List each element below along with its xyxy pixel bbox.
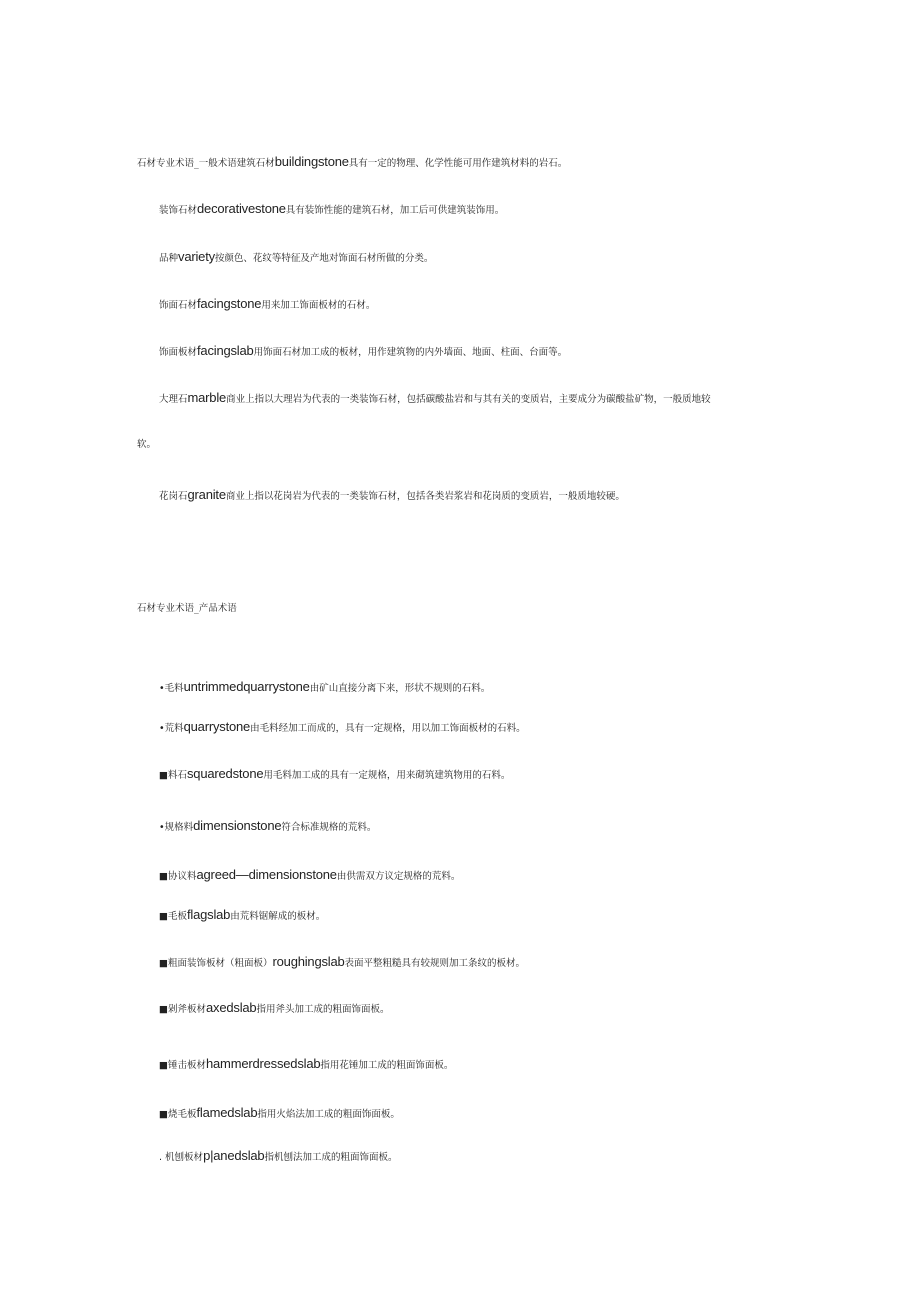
bullet-marker: ■ <box>159 1004 168 1015</box>
term-zh: 剁斧板材 <box>167 1004 206 1015</box>
bullet-marker: ■ <box>159 871 168 882</box>
term-zh: 饰面板材 <box>159 347 198 358</box>
term-en: facingslab <box>197 343 254 358</box>
term-zh: 荒料 <box>164 723 184 734</box>
term-zh: 花岗石 <box>159 491 188 502</box>
term-def: 符合标准规格的荒料。 <box>281 822 377 833</box>
term-en: quarrystone <box>183 719 251 734</box>
term-def: 由供需双方议定规格的荒料。 <box>336 871 461 882</box>
term-en: agreed—dimensionstone <box>196 867 337 882</box>
term-line <box>159 202 504 218</box>
term-zh: 机刨板材 <box>162 1152 204 1163</box>
term-en: marble <box>187 390 227 405</box>
term-zh: 料石 <box>167 770 187 781</box>
term-def: 商业上指以花岗岩为代表的一类装饰石材，包括各类岩浆岩和花岗质的变质岩，一般质地较硬。 <box>225 491 625 502</box>
term-en: squaredstone <box>187 766 264 781</box>
bullet-marker: . <box>159 1152 163 1163</box>
section-heading-text: 石材专业术语_产品术语 <box>137 603 237 614</box>
bullet-marker: • <box>159 723 165 734</box>
term-en: flamedslab <box>196 1105 258 1120</box>
term-def: 用饰面石材加工成的板材，用作建筑物的内外墙面、地面、柱面、台面等。 <box>253 347 568 358</box>
term-def: 用来加工饰面板材的石材。 <box>261 300 376 311</box>
term-en: buildingstone <box>274 154 349 169</box>
term-def: 由荒料锯解成的板材。 <box>230 911 326 922</box>
list-item <box>159 720 526 736</box>
term-def: 用毛料加工成的具有一定规格，用来砌筑建筑物用的石料。 <box>263 770 511 781</box>
bullet-marker: • <box>159 683 165 694</box>
bullet-marker: ■ <box>159 1109 168 1120</box>
intro-line <box>137 155 567 171</box>
section-heading <box>137 602 237 616</box>
term-line <box>159 250 433 266</box>
term-zh: 石材专业术语_一般术语建筑石材 <box>137 158 275 169</box>
list-item <box>159 680 490 696</box>
list-item <box>159 908 325 924</box>
term-en: p|anedslab <box>203 1148 265 1163</box>
bullet-marker: ■ <box>159 911 168 922</box>
term-def: 由毛料经加工而成的，具有一定规格，用以加工饰面板材的石料。 <box>250 723 526 734</box>
term-zh: 饰面石材 <box>159 300 198 311</box>
term-line <box>159 297 375 313</box>
term-def: 指用花锤加工成的粗面饰面板。 <box>320 1060 454 1071</box>
bullet-marker: ■ <box>159 770 168 781</box>
term-en: granite <box>187 487 226 502</box>
term-def: 指机刨法加工成的粗面饰面板。 <box>264 1152 398 1163</box>
term-en: axedslab <box>206 1000 257 1015</box>
term-zh: 装饰石材 <box>159 205 198 216</box>
list-item <box>159 1057 453 1073</box>
term-en: decorativestone <box>197 201 286 216</box>
term-def: 商业上指以大理岩为代表的一类装饰石材，包括碳酸盐岩和与其有关的变质岩，主要成分为碳酸盐矿物，一般质地较 <box>226 394 711 405</box>
term-def: 由矿山直接分离下来，形状不规则的石料。 <box>309 683 491 694</box>
term-en: flagslab <box>187 907 231 922</box>
term-line <box>159 488 625 504</box>
term-line <box>159 344 567 360</box>
term-zh: 粗面装饰板材（粗面板） <box>167 958 273 969</box>
bullet-marker: ■ <box>159 958 168 969</box>
term-def: 指用斧头加工成的粗面饰面板。 <box>256 1004 390 1015</box>
bullet-marker: ■ <box>159 1060 168 1071</box>
term-en: hammerdressedslab <box>206 1056 321 1071</box>
term-zh: 烧毛板 <box>167 1109 197 1120</box>
term-zh: 品种 <box>159 253 179 264</box>
term-en: facingstone <box>197 296 262 311</box>
list-item <box>159 1001 389 1017</box>
term-zh: 毛料 <box>164 683 184 694</box>
term-def-cont: 软。 <box>137 439 157 450</box>
term-def: 具有一定的物理、化学性能可用作建筑材料的岩石。 <box>348 158 568 169</box>
term-en: roughingslab <box>272 954 345 969</box>
list-item <box>159 1106 400 1122</box>
term-en: dimensionstone <box>193 818 282 833</box>
term-zh: 毛板 <box>167 911 187 922</box>
list-item <box>159 955 525 971</box>
list-item <box>159 819 376 835</box>
term-zh: 协议料 <box>167 871 197 882</box>
term-def: 具有装饰性能的建筑石材，加工后可供建筑装饰用。 <box>285 205 505 216</box>
list-item <box>159 1149 397 1165</box>
term-def: 指用火焰法加工成的粗面饰面板。 <box>257 1109 400 1120</box>
term-en: untrimmedquarrystone <box>183 679 310 694</box>
term-zh: 大理石 <box>159 394 188 405</box>
term-zh: 锤击板材 <box>167 1060 206 1071</box>
term-def: 按颜色、花纹等特征及产地对饰面石材所做的分类。 <box>214 253 434 264</box>
list-item <box>159 767 510 783</box>
term-def: 表面平整粗糙具有较规则加工条纹的板材。 <box>344 958 526 969</box>
term-zh: 规格料 <box>164 822 194 833</box>
term-en: variety <box>178 249 215 264</box>
list-item <box>159 868 460 884</box>
bullet-marker: • <box>159 822 165 833</box>
term-continuation <box>137 438 156 452</box>
term-line <box>159 391 711 407</box>
